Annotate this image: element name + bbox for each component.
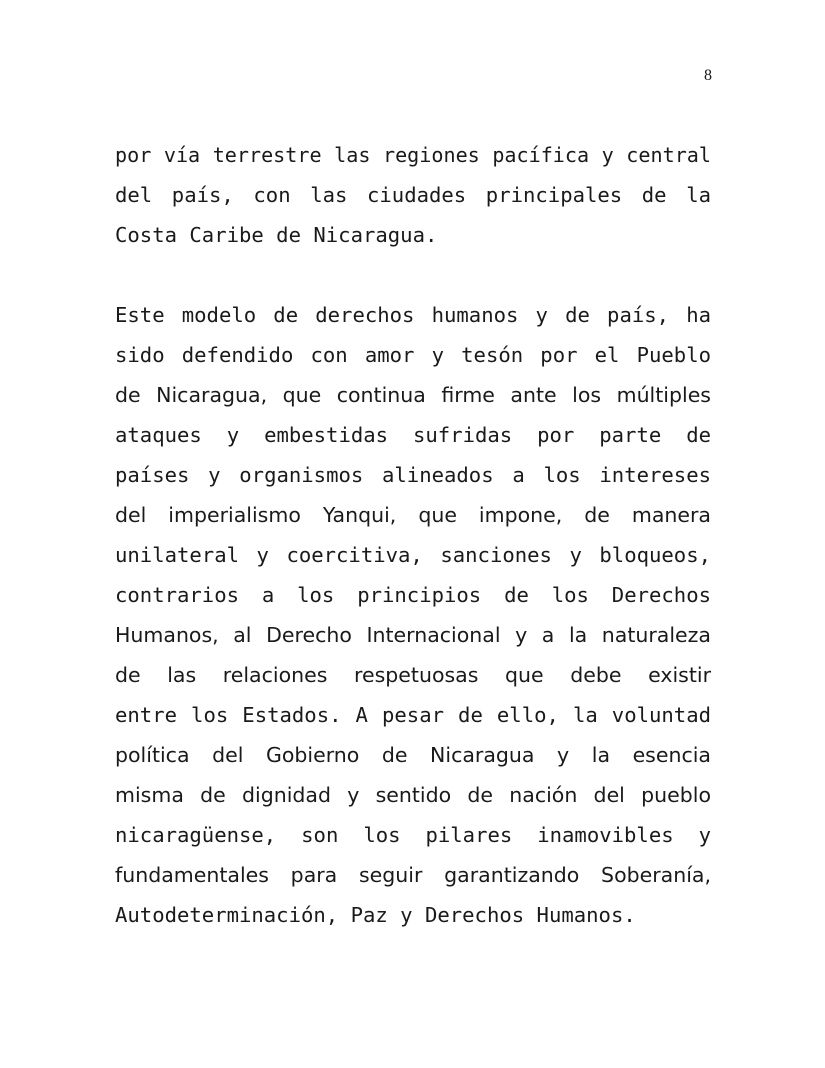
paragraph-line: del país, con las ciudades principales de la: [115, 183, 711, 207]
paragraph-line: unilateral y coercitiva, sanciones y bloqueos,: [115, 543, 711, 567]
paragraph-line: por vía terrestre las regiones pacífica y central: [115, 143, 711, 167]
paragraph-line: países y organismos alineados a los intereses: [115, 463, 711, 487]
paragraph-line: entre los Estados. A pesar de ello, la voluntad: [115, 703, 711, 727]
paragraph-line: Autodeterminación, Paz y Derechos Humanos.: [115, 903, 636, 927]
paragraph-1: [115, 135, 711, 255]
paragraph-line: sido defendido con amor y tesón por el Pueblo: [115, 343, 711, 367]
paragraph-line: misma de dignidad y sentido de nación del pueblo: [115, 783, 711, 807]
paragraph-2: [115, 295, 711, 935]
paragraph-line: política del Gobierno de Nicaragua y la esencia: [115, 743, 711, 767]
paragraph-line: Humanos, al Derecho Internacional y a la naturaleza: [115, 623, 711, 647]
paragraph-line: contrarios a los principios de los Derechos: [115, 583, 711, 607]
paragraph-line: ataques y embestidas sufridas por parte de: [115, 423, 711, 447]
paragraph-line: Este modelo de derechos humanos y de país, ha: [115, 303, 711, 327]
paragraph-line: de Nicaragua, que continua firme ante los múltiples: [115, 383, 711, 407]
paragraph-line: de las relaciones respetuosas que debe existir: [115, 663, 711, 687]
paragraph-line: Costa Caribe de Nicaragua.: [115, 223, 438, 247]
paragraph-line: fundamentales para seguir garantizando Soberanía,: [115, 863, 711, 887]
paragraph-line: nicaragüense, son los pilares inamovibles y: [115, 823, 711, 847]
paragraph-line: del imperialismo Yanqui, que impone, de manera: [115, 503, 711, 527]
page-number: 8: [704, 67, 712, 84]
